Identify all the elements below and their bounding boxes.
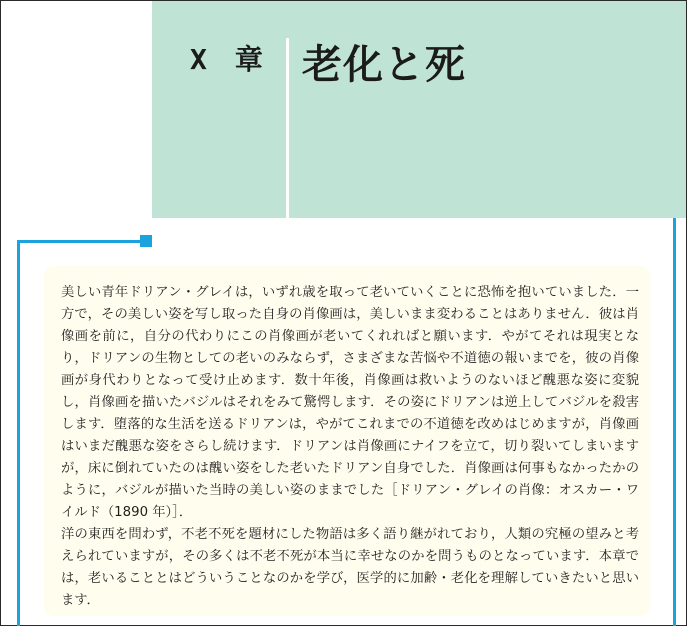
- intro-paragraph: 美しい青年ドリアン・グレイは，いずれ歳を取って老いていくことに恐怖を抱いていました．一方で，その美しい姿を写し取った自身の肖像画は，美しいまま変わることはありません．彼は肖像画を前に，自分の代わりにこの肖像画が老いてくれればと願います．やがてそれは現実となり，ドリアンの生物としての老いのみならず，さまざまな苦悩や不道徳の報いまでを，彼の肖像画が身代わりとなって受け止めます．数十年後，肖像画は救いようのないほど醜悪な姿に変貌し，肖像画を描いたバジルはそれをみて驚愕します．その姿にドリアンは逆上してバジルを殺害します．堕落的な生活を送るドリアンは，やがてこれまでの不道徳を改めはじめますが，肖像画はいまだ醜悪な姿をさらし続けます．ドリアンは肖像画にナイフを立て，切り裂いてしまいますが，床に倒れていたのは醜い姿をした老いたドリアン自身でした．肖像画は何事もなかったかのように，バジルが描いた当時の美しい姿のままでした［ドリアン・グレイの肖像：オスカー・ワイルド（1890 年）］．: [61, 285, 639, 520]
- accent-line-left: [17, 240, 20, 626]
- intro-paragraph: 洋の東西を問わず，不老不死を題材にした物語は多く語り継がれており，人類の究極の望みと考えられていますが，その多くは不老不死が本当に幸せなのかを問うものとなっています．本章では，老いることとはどういうことなのかを学び，医学的に加齢・老化を理解していきたいと思います．: [61, 527, 639, 608]
- accent-line-right: [673, 218, 676, 626]
- chapter-number: X 章: [190, 43, 263, 76]
- accent-square: [140, 235, 152, 247]
- chapter-title: 老化と死: [302, 42, 466, 88]
- intro-text: [61, 282, 639, 612]
- accent-line-horizontal: [17, 240, 147, 243]
- header-divider: [286, 38, 289, 219]
